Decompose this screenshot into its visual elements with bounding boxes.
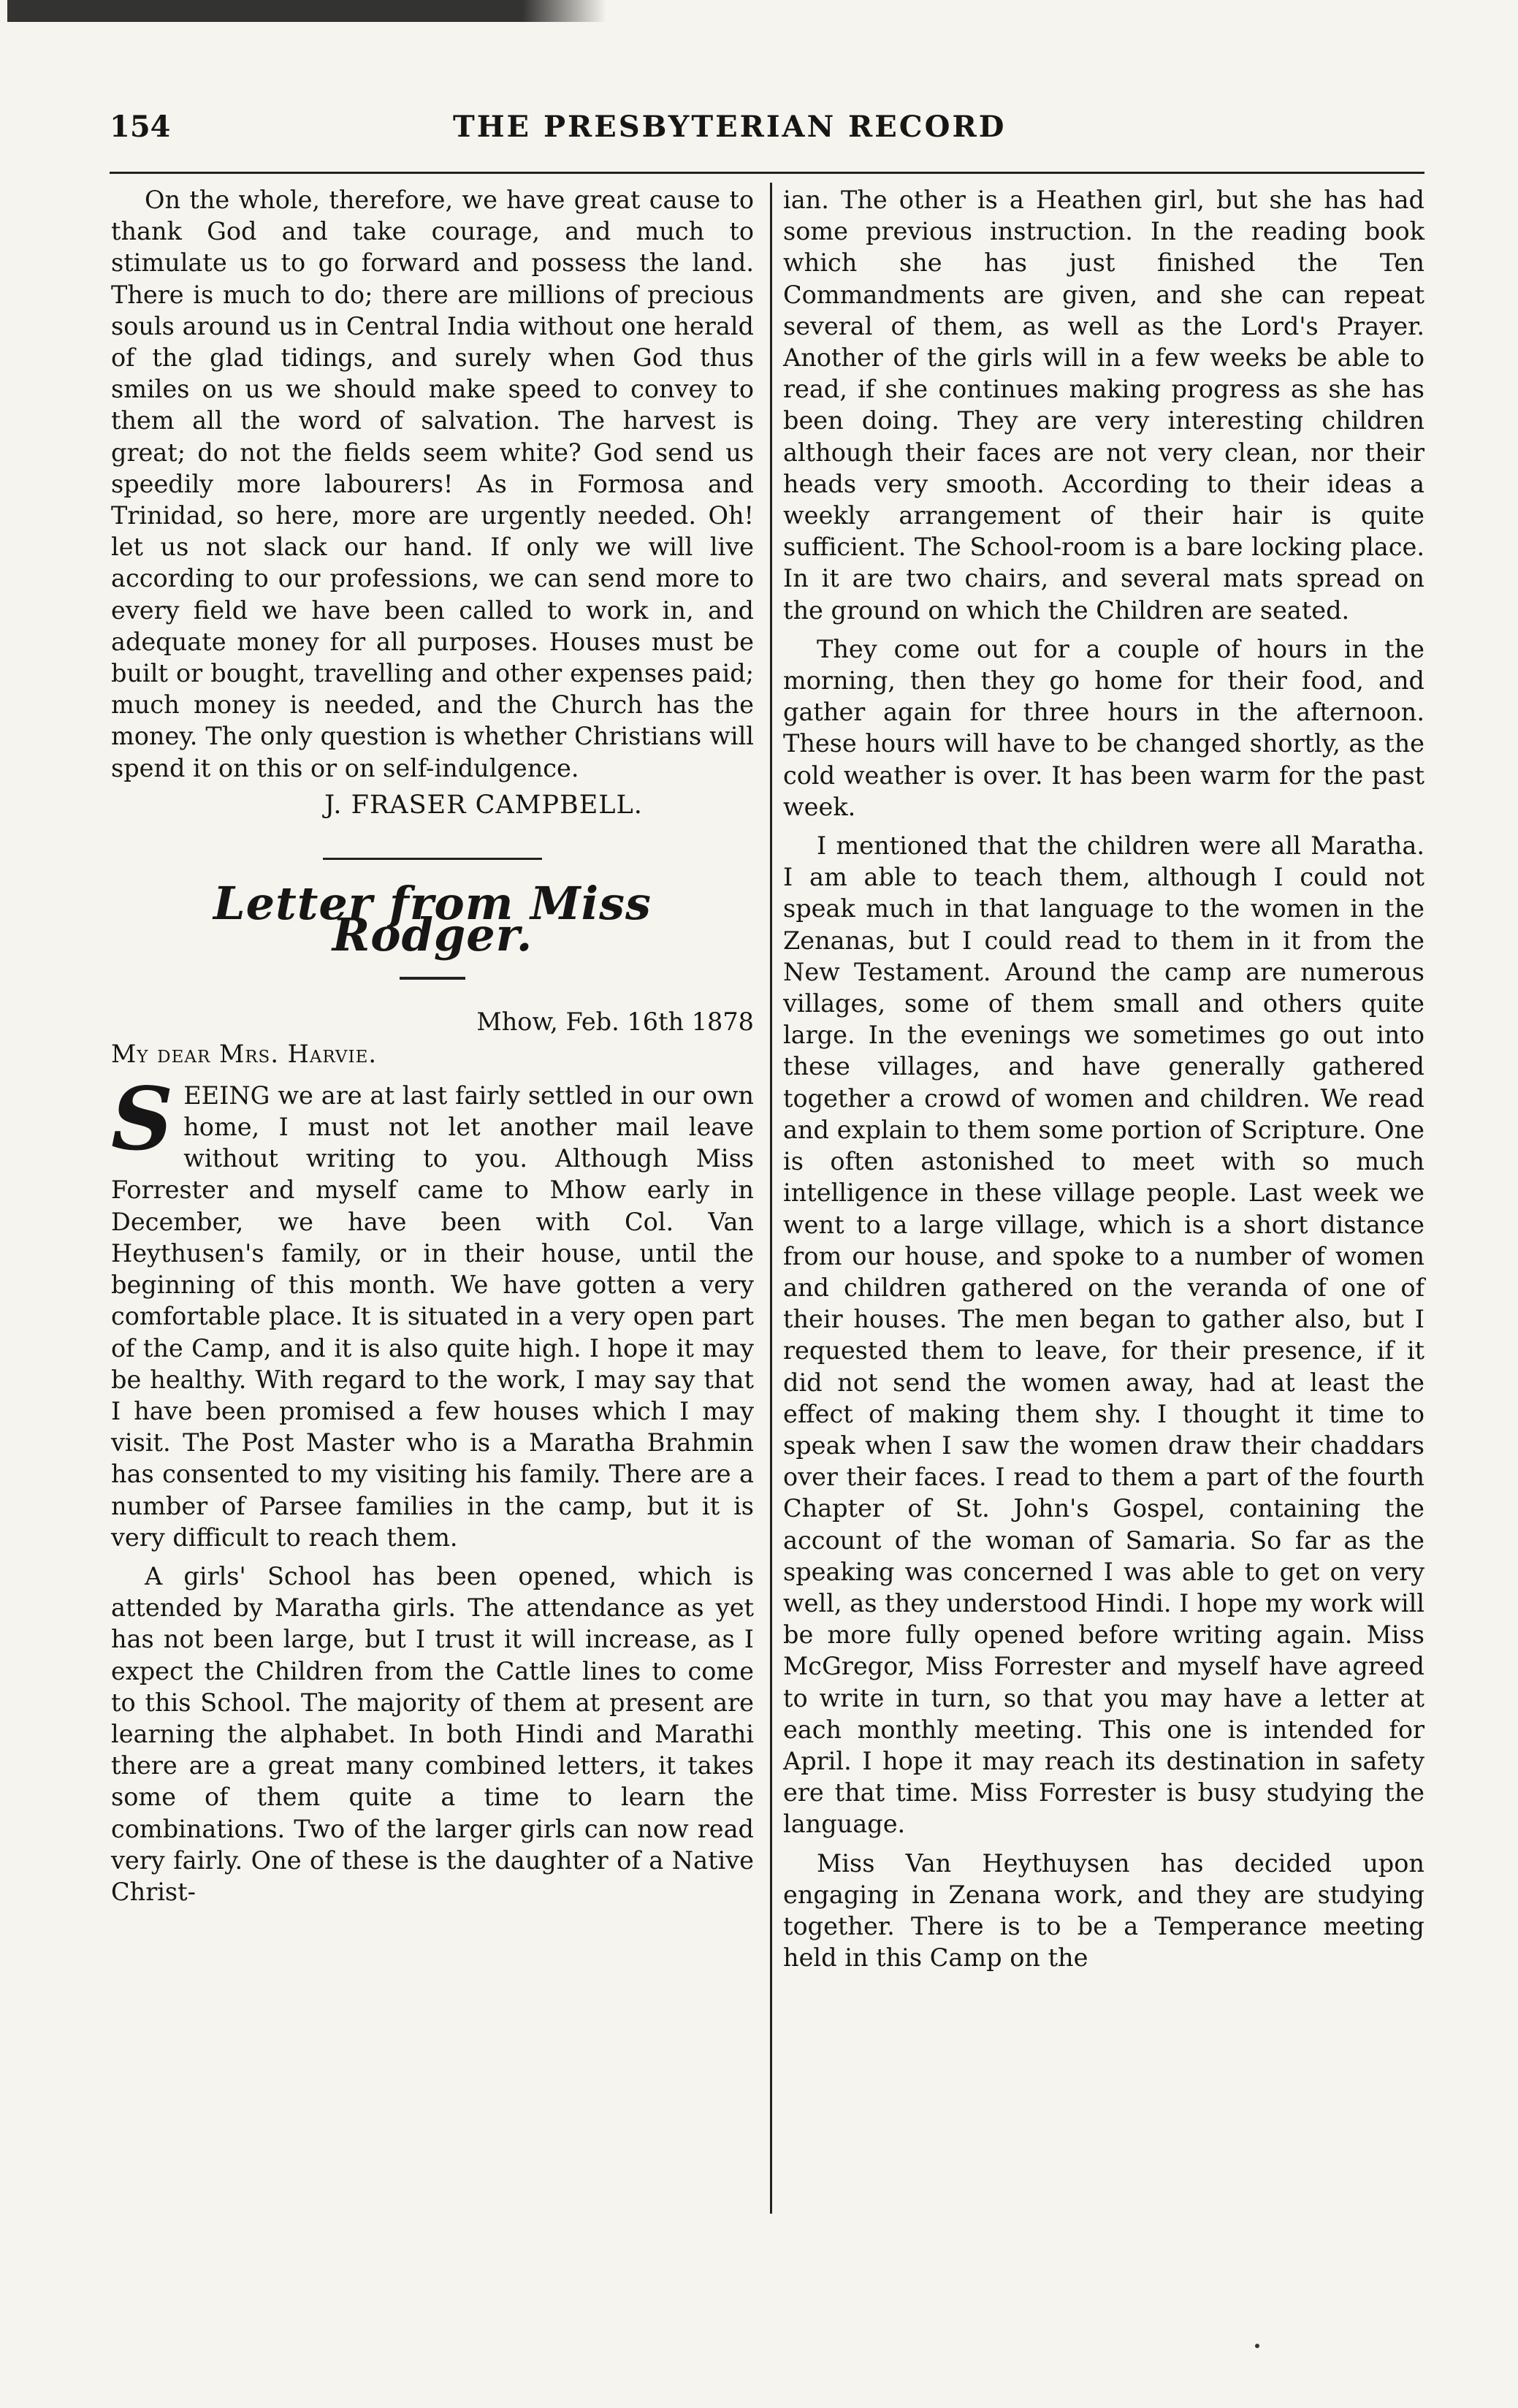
letter-paragraph-continued: ian. The other is a Heathen girl, but she has had some previous instruction. In the reading book which she has just finished the Ten Commandments are given, and she can repeat several of them, as well as the Lord's Prayer. Another of the girls will in a few weeks be able to read, if she continues making progress as she has been doing. They are very interesting children although their faces are not very clean, nor their heads very smooth. According to their ideas a weekly arrangement of their hair is quite sufficient. The School-room is a bare locking place. In it are two chairs, and several mats spread on the ground on which the Children are seated.: [783, 186, 1424, 625]
letter-paragraph: I mentioned that the children were all Maratha. I am able to teach them, although I could not speak much in that language to the women in the Zenanas, but I could read to them in it from the New Testament. Around the camp are numerous villages, some of them small and others quite large. In the evenings we sometimes go out into these villages, and have generally gathered together a crowd of women and children. We read and explain to them some portion of Scripture. One is often astonished to meet with so much intelligence in these village people. Last week we went to a large village, which is a short distance from our house, and spoke to a number of women and children gathered on the veranda of one of their houses. The men began to gather also, but I requested them to leave, for their presence, if it did not send the women away, had at least the effect of making them shy. I thought it time to speak when I saw the women draw their chaddars over their faces. I read to them a part of the fourth Chapter of St. John's Gospel, containing the account of the woman of Samaria. So far as the speaking was concerned I was able to get on very well, as they understood Hindi. I hope my work will be more fully opened before writing again. Miss McGregor, Miss Forrester and myself have agreed to write in turn, so that you may have a letter at each monthly meeting. This one is intended for April. I hope it may reach its destination in safety ere that time. Miss Forrester is busy studying the language.: [783, 831, 1424, 1839]
letter-title: Letter from Miss Rodger.: [213, 877, 652, 962]
letter-salutation: My dear Mrs. Harvie.: [111, 1039, 378, 1068]
column-divider: [770, 183, 772, 2214]
letter-paragraph-text: EEING we are at last fairly settled in our own home, I must not let another mail leave without writing to you. Although Miss Forrester and myself came to Mhow early in December, we have been with Col. Van Heythusen's family, or in their house, until the beginning of this month. We have gotten a very comfortable place. It is situated in a very open part of the Camp, and it is also quite high. I hope it may be healthy. With regard to the work, I may say that I have been promised a few houses which I may visit. The Post Master who is a Maratha Brahmin has consented to my visiting his family. There are a number of Parsee families in the camp, but it is very difficult to reach them.: [111, 1081, 754, 1552]
header-rule: [110, 172, 1424, 174]
drop-cap: S: [111, 1067, 174, 1170]
page-number: 154: [110, 110, 171, 144]
title-underline-rule: [400, 977, 465, 980]
article-separator-rule: [323, 858, 542, 860]
letter-paragraph: [111, 1067, 754, 1553]
letter-paragraph: A girls' School has been opened, which is attended by Maratha girls. The attendance as yet has not been large, but I trust it will increase, as I expect the Children from the Cattle lines to come to this School. The majority of them at present are learning the alphabet. In both Hindi and Marathi there are a great many combined letters, it takes some of them quite a time to learn the combinations. Two of the larger girls can now read very fairly. One of these is the daughter of a Native Christ-: [111, 1561, 754, 1906]
author-signature: J. FRASER CAMPBELL.: [324, 790, 643, 820]
page-header: [110, 110, 1424, 168]
letter-paragraph: They come out for a couple of hours in the morning, then they go home for their food, and gather again for three hours in the afternoon. These hours will have to be changed shortly, as the cold weather is over. It has been warm for the past week.: [783, 634, 1424, 821]
scan-edge-mark: [7, 0, 606, 22]
right-column: [783, 184, 1424, 1973]
closing-paragraph-previous-article: On the whole, therefore, we have great cause to thank God and take courage, and much to stimulate us to go forward and possess the land. There is much to do; there are millions of precious souls around us in Central India without one herald of the glad tidings, and surely when God thus smiles on us we should make speed to convey to them all the word of salvation. The harvest is great; do not the fields seem white? God send us speedily more labourers! As in Formosa and Trinidad, so here, more are urgently needed. Oh! let us not slack our hand. If only we will live according to our professions, we can send more to every field we have been called to work in, and adequate money for all purposes. Houses must be built or bought, travelling and other expenses paid; much money is needed, and the Church has the money. The only question is whether Christians will spend it on this or on self-indulgence.: [111, 186, 754, 782]
ink-speck: [1255, 2344, 1259, 2348]
left-column: [111, 184, 754, 1908]
running-head: THE PRESBYTERIAN RECORD: [453, 110, 1007, 144]
letter-dateline: Mhow, Feb. 16th 1878: [476, 1007, 754, 1037]
letter-paragraph: Miss Van Heythuysen has decided upon engaging in Zenana work, and they are studying together. There is to be a Temperance meeting held in this Camp on the: [783, 1848, 1424, 1973]
